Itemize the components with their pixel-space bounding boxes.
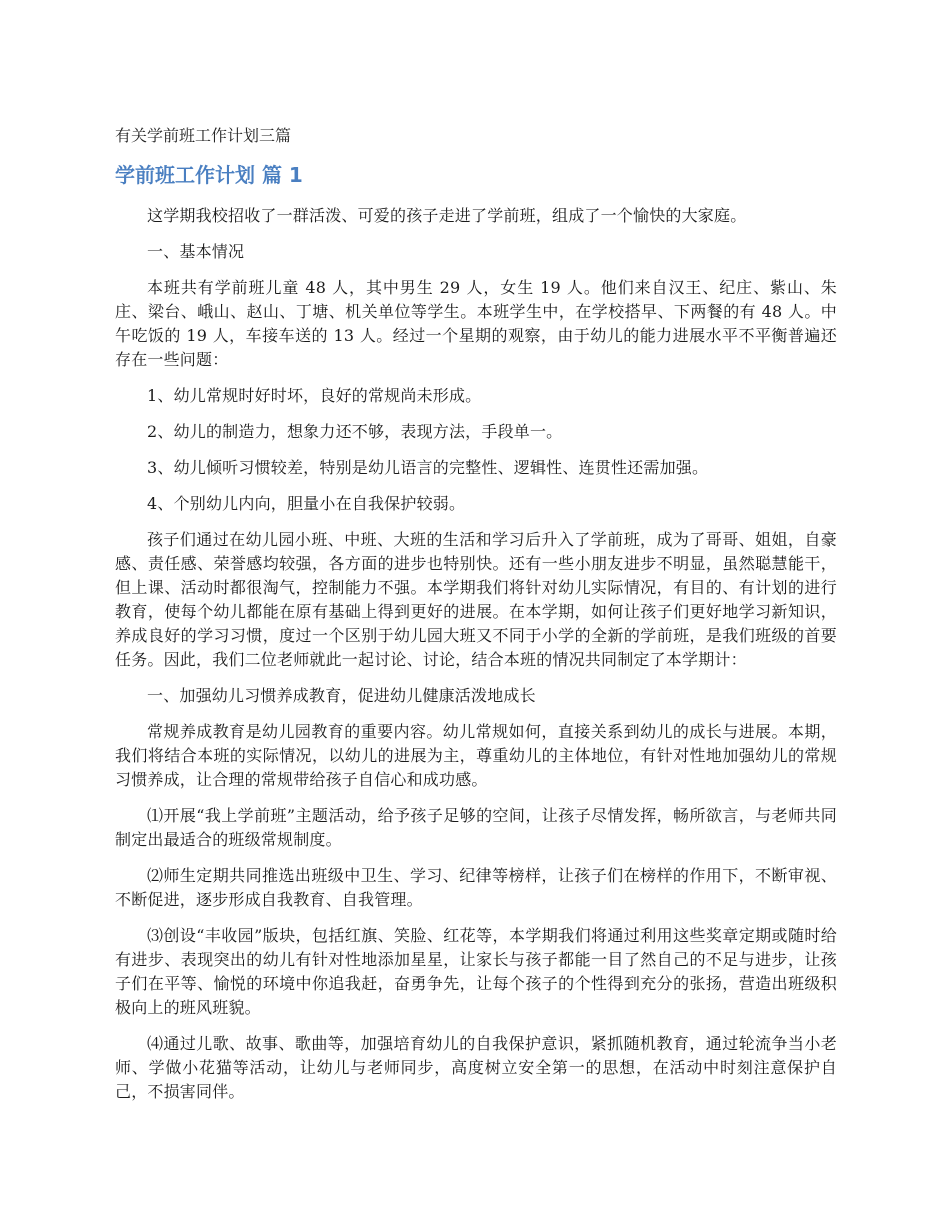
measure-item-1: ⑴开展“我上学前班”主题活动，给予孩子足够的空间，让孩子尽情发挥，畅所欲言，与老师共同制定出最适合的班级常规制度。	[115, 806, 837, 849]
document-title: 有关学前班工作计划三篇	[115, 126, 292, 145]
section-heading: 学前班工作计划 篇 1	[115, 163, 303, 187]
semester-plan-paragraph: 孩子们通过在幼儿园小班、中班、大班的生活和学习后升入了学前班，成为了哥哥、姐姐，自豪感、责任感、荣誉感均较强，各方面的进步也特别快。还有一些小朋友进步不明显，虽然聪慧能干，但上课、活动时都很淘气，控制能力不强。本学期我们将针对幼儿实际情况，有目的、有计划的进行教育，使每个幼儿都能在原有基础上得到更好的进展。在本学期，如何让孩子们更好地学习新知识，养成良好的学习习惯，度过一个区别于幼儿园大班又不同于小学的全新的学前班，是我们班级的首要任务。因此，我们二位老师就此一起讨论、讨论，结合本班的情况共同制定了本学期计：	[115, 530, 837, 669]
document-page	[115, 124, 837, 1116]
measure-item-4: ⑷通过儿歌、故事、歌曲等，加强培育幼儿的自我保护意识，紧抓随机教育，通过轮流争当小老师、学做小花猫等活动，让幼儿与老师同步，高度树立安全第一的思想，在活动中时刻注意保护自己，不损害同伴。	[115, 1034, 837, 1101]
problem-item-3: 3、幼儿倾听习惯较差，特别是幼儿语言的完整性、逻辑性、连贯性还需加强。	[147, 458, 709, 477]
measure-item-3: ⑶创设“丰收园”版块，包括红旗、笑脸、红花等，本学期我们将通过利用这些奖章定期或随时给有进步、表现突出的幼儿有针对性地添加星星，让家长与孩子都能一目了然自己的不足与进步，让孩子们在平等、愉悦的环境中你追我赶，奋勇争先，让每个孩子的个性得到充分的张扬，营造出班级积极向上的班风班貌。	[115, 926, 837, 1017]
problem-item-2: 2、幼儿的制造力，想象力还不够，表现方法，手段单一。	[147, 422, 563, 441]
class-overview-paragraph: 本班共有学前班儿童 48 人，其中男生 29 人，女生 19 人。他们来自汉王、纪庄、紫山、朱庄、梁台、峨山、赵山、丁塘、机关单位等学生。本班学生中，在学校搭早、下两餐的有 48 人。中午吃饭的 19 人，车接车送的 13 人。经过一个星期的观察，由于幼儿的能力进展水平不平衡普遍还存在一些问题：	[115, 278, 837, 369]
intro-paragraph: 这学期我校招收了一群活泼、可爱的孩子走进了学前班，组成了一个愉快的大家庭。	[147, 206, 747, 225]
problem-item-4: 4、个别幼儿内向，胆量小在自我保护较弱。	[147, 494, 466, 513]
routine-education-paragraph: 常规养成教育是幼儿园教育的重要内容。幼儿常规如何，直接关系到幼儿的成长与进展。本期，我们将结合本班的实际情况，以幼儿的进展为主，尊重幼儿的主体地位，有针对性地加强幼儿的常规习惯养成，让合理的常规带给孩子自信心和成功感。	[115, 722, 837, 789]
measure-item-2: ⑵师生定期共同推选出班级中卫生、学习、纪律等榜样，让孩子们在榜样的作用下，不断审视、不断促进，逐步形成自我教育、自我管理。	[115, 866, 837, 909]
subheading-basic-situation: 一、基本情况	[147, 242, 245, 261]
subheading-habit-education: 一、加强幼儿习惯养成教育，促进幼儿健康活泼地成长	[147, 686, 536, 705]
problem-item-1: 1、幼儿常规时好时坏，良好的常规尚未形成。	[147, 386, 482, 405]
